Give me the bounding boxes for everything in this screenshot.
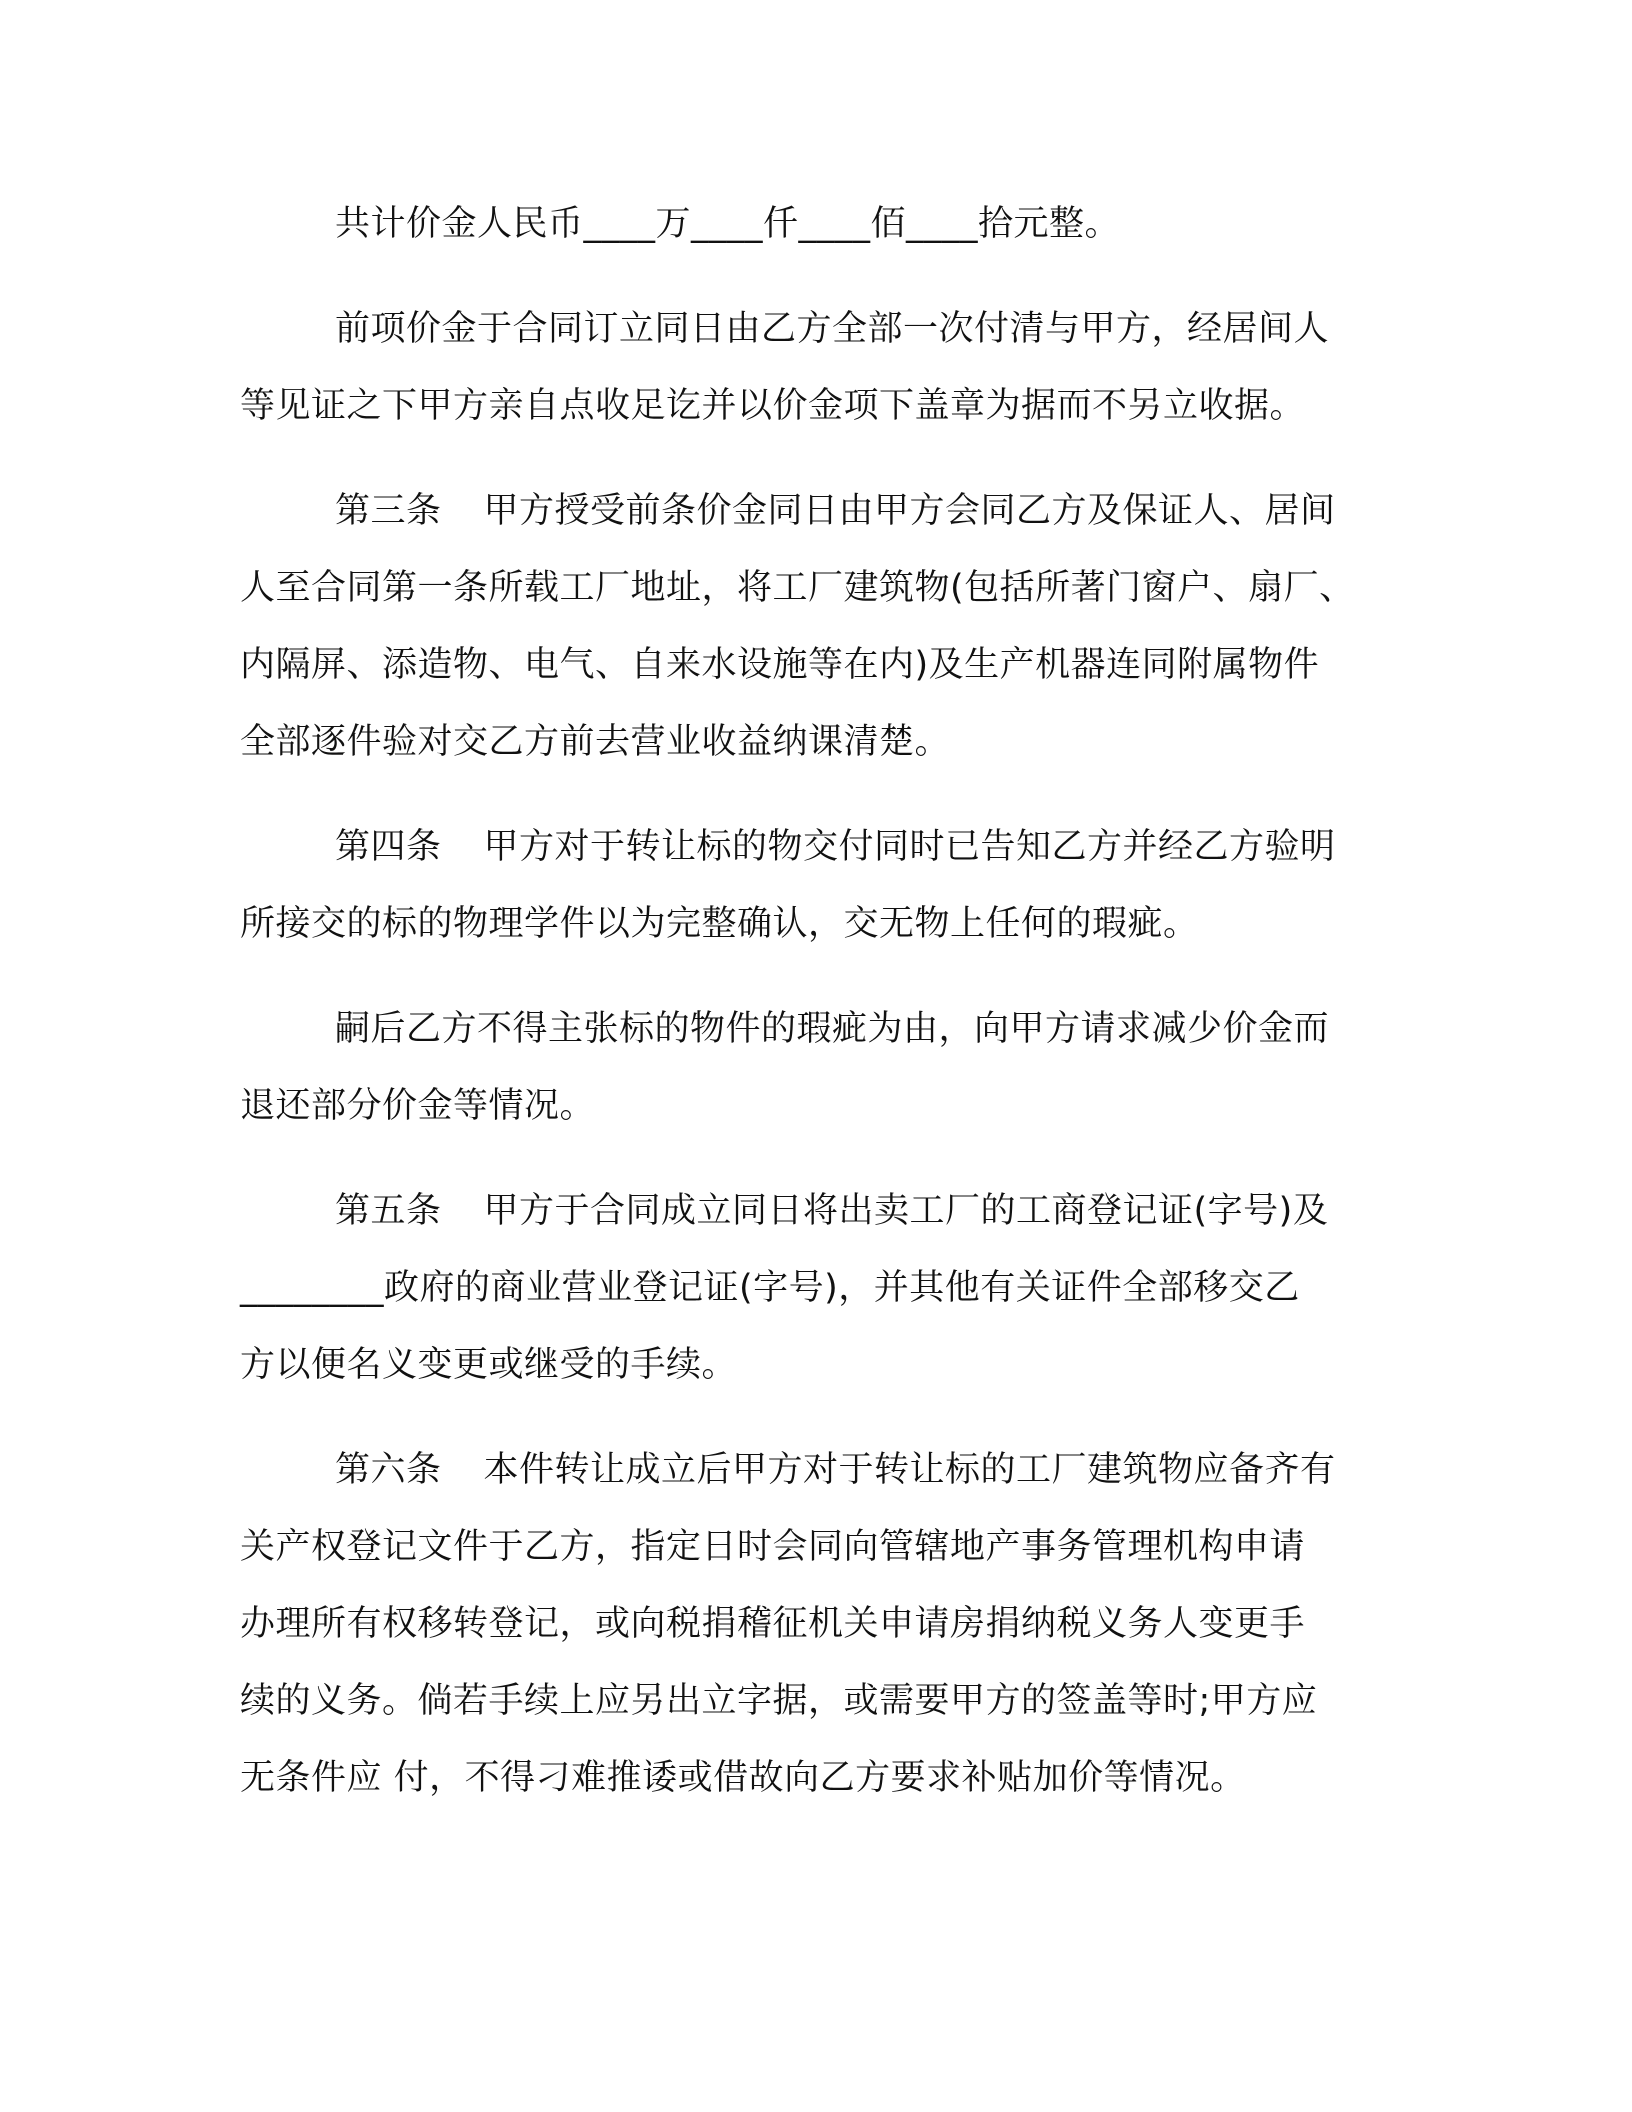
- article-3-heading: 第三条: [335, 491, 442, 531]
- paragraph-total-price: [240, 186, 1400, 263]
- article-5-heading: 第五条: [335, 1191, 442, 1231]
- paragraph-defects: [240, 991, 1400, 1145]
- paragraph-payment: [240, 291, 1400, 445]
- document-body: [240, 186, 1400, 1845]
- text-line: 等见证之下甲方亲自点收足讫并以价金项下盖章为据而不另立收据。: [240, 386, 1306, 426]
- text-line: 办理所有权移转登记，或向税捐稽征机关申请房捐纳税义务人变更手: [240, 1604, 1306, 1644]
- text-line: 甲方对于转让标的物交付同时已告知乙方并经乙方验明: [483, 827, 1336, 867]
- text-line: 本件转让成立后甲方对于转让标的工厂建筑物应备齐有: [483, 1450, 1336, 1490]
- text-line: 嗣后乙方不得主张标的物件的瑕疵为由，向甲方请求减少价金而: [335, 1009, 1330, 1049]
- article-3-first-line: [240, 473, 1400, 550]
- article-4-first-line: [240, 809, 1400, 886]
- text-line: 退还部分价金等情况。: [240, 1086, 596, 1126]
- text-line: 关产权登记文件于乙方，指定日时会同向管辖地产事务管理机构申请: [240, 1527, 1306, 1567]
- paragraph-article-6: [240, 1432, 1400, 1817]
- article-5-first-line: [240, 1173, 1400, 1250]
- text-line: 甲方于合同成立同日将出卖工厂的工商登记证(字号)及: [483, 1191, 1329, 1231]
- article-6-first-line: [240, 1432, 1400, 1509]
- text-line: 方以便名义变更或继受的手续。: [240, 1345, 738, 1385]
- text-line: 共计价金人民币____万____仟____佰____拾元整。: [335, 204, 1121, 244]
- text-line: 续的义务。倘若手续上应另出立字据，或需要甲方的签盖等时;甲方应: [240, 1681, 1318, 1721]
- article-4-heading: 第四条: [335, 827, 442, 867]
- text-line: 人至合同第一条所载工厂地址，将工厂建筑物(包括所著门窗户、扇厂、: [240, 568, 1355, 608]
- paragraph-article-3: [240, 473, 1400, 781]
- text-line: 甲方授受前条价金同日由甲方会同乙方及保证人、居间: [483, 491, 1336, 531]
- text-line: 前项价金于合同订立同日由乙方全部一次付清与甲方，经居间人: [335, 309, 1330, 349]
- paragraph-article-4: [240, 809, 1400, 963]
- text-line: ________政府的商业营业登记证(字号)，并其他有关证件全部移交乙: [240, 1268, 1300, 1308]
- paragraph-article-5: [240, 1173, 1400, 1404]
- text-line: 无条件应 付，不得刁难推诿或借故向乙方要求补贴加价等情况。: [240, 1758, 1246, 1798]
- text-line: 全部逐件验对交乙方前去营业收益纳课清楚。: [240, 722, 951, 762]
- article-6-heading: 第六条: [335, 1450, 442, 1490]
- text-line: 内隔屏、添造物、电气、自来水设施等在内)及生产机器连同附属物件: [240, 645, 1320, 685]
- text-line: 所接交的标的物理学件以为完整确认，交无物上任何的瑕疵。: [240, 904, 1199, 944]
